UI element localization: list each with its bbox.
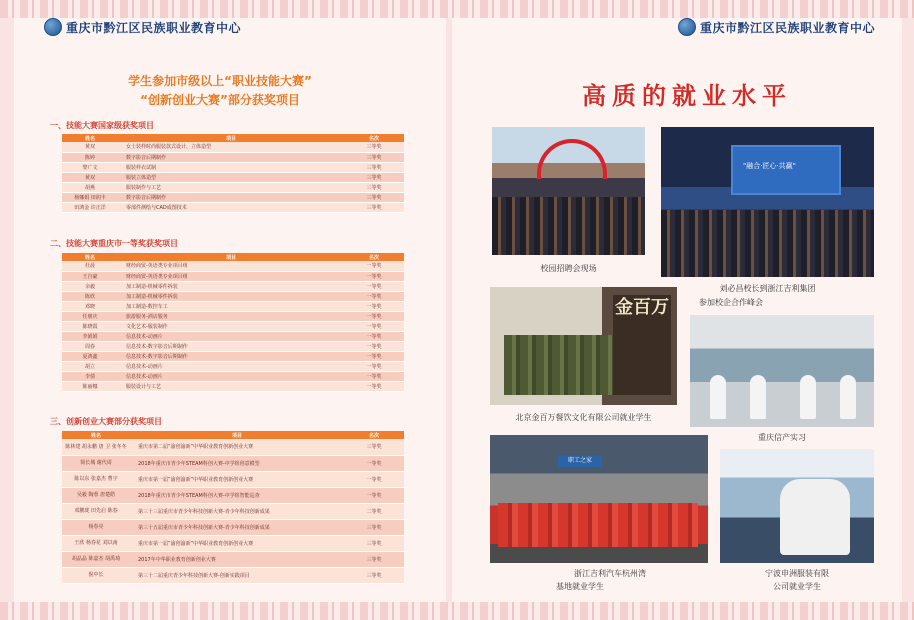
cell-rank: 一等奖 bbox=[344, 311, 404, 321]
school-logo-icon bbox=[44, 18, 62, 36]
cell-rank: 一等奖 bbox=[344, 331, 404, 341]
cell-name: 周春 bbox=[62, 341, 118, 351]
cell-project: 2018年重庆市青少年STEAM科创大赛-中学组智能巡查 bbox=[130, 487, 344, 503]
cell-name: 余毅 bbox=[62, 281, 118, 291]
cell-rank: 三等奖 bbox=[344, 192, 404, 202]
cell-name: 陈欣 bbox=[62, 291, 118, 301]
worker bbox=[750, 375, 766, 419]
section1-title: 一、技能大赛国家级获奖项目 bbox=[50, 121, 154, 130]
cell-name: 杨娜娟 田润丰 bbox=[62, 192, 118, 202]
cell-name: 陈晓霞 bbox=[62, 321, 118, 331]
decorative-bottom-border bbox=[0, 602, 914, 620]
table-row bbox=[62, 331, 404, 341]
caption-geely-summit-2: 参加校企合作峰会 bbox=[699, 298, 763, 307]
column-header: 姓名 bbox=[62, 431, 130, 439]
table-row bbox=[62, 261, 404, 271]
cell-name: 吴毅 陶蓉 唐楚皓 bbox=[62, 487, 130, 503]
cell-name: 胡燕 bbox=[62, 182, 118, 192]
photo-jinbaiwan-students bbox=[490, 287, 677, 405]
cell-project: 第三十二届重庆青少年科技创新大赛-创新实践项目 bbox=[130, 567, 344, 583]
cell-rank: 一等奖 bbox=[344, 455, 404, 471]
table-row bbox=[62, 471, 404, 487]
cell-name: 倪中长 bbox=[62, 567, 130, 583]
cell-project: 服装设计与工艺 bbox=[118, 381, 344, 391]
cell-project: 信息技术-数字影音后期制作 bbox=[118, 341, 344, 351]
cell-rank: 三等奖 bbox=[344, 182, 404, 192]
caption-geely-hangzhou-1: 浙江吉利汽车杭州湾 bbox=[574, 569, 646, 578]
photo-chongqing-internship bbox=[690, 315, 874, 427]
cell-project: 女士装样时尚服装款式设计、立体造型 bbox=[118, 142, 344, 152]
table-row bbox=[62, 281, 404, 291]
cell-name: 田鸿金 许正洋 bbox=[62, 202, 118, 212]
caption-shenzhou-2: 公司就业学生 bbox=[773, 582, 821, 591]
caption-internship: 重庆信产实习 bbox=[758, 433, 806, 442]
photo-shenzhou-garment bbox=[720, 449, 874, 563]
column-header: 姓名 bbox=[62, 134, 118, 142]
cell-project: 2017年中华职业教育创新创业大赛 bbox=[130, 551, 344, 567]
table-row bbox=[62, 381, 404, 391]
table-row bbox=[62, 551, 404, 567]
column-header: 姓名 bbox=[62, 253, 118, 261]
heading-line1: 学生参加市级以上“职业技能大赛” bbox=[128, 74, 312, 88]
cell-name: 夏鸿鑫 bbox=[62, 351, 118, 361]
brand-right bbox=[678, 18, 875, 36]
cell-rank: 三等奖 bbox=[344, 567, 404, 583]
table-row bbox=[62, 321, 404, 331]
table-row bbox=[62, 271, 404, 281]
table-row bbox=[62, 439, 404, 455]
cell-name: 李倩 bbox=[62, 371, 118, 381]
cell-project: 第三十三届重庆市青少年科技创新大赛-青少年科技创新成果 bbox=[130, 503, 344, 519]
cell-name: 李娟娟 bbox=[62, 331, 118, 341]
cell-name: 杜晨 bbox=[62, 261, 118, 271]
table-row bbox=[62, 162, 404, 172]
table-row bbox=[62, 311, 404, 321]
table-row bbox=[62, 301, 404, 311]
photo-campus-job-fair bbox=[492, 127, 645, 255]
cell-rank: 三等奖 bbox=[344, 519, 404, 535]
cell-name: 王欣 杨春花 刘以南 bbox=[62, 535, 130, 551]
section2-title: 二、技能大赛重庆市一等奖获奖项目 bbox=[50, 239, 178, 248]
crowd bbox=[492, 197, 645, 255]
cell-rank: 三等奖 bbox=[344, 535, 404, 551]
section3-table bbox=[62, 431, 404, 584]
section2-table bbox=[62, 253, 404, 392]
right-page-title: 高质的就业水平 bbox=[582, 81, 792, 110]
table-row bbox=[62, 361, 404, 371]
cell-name: 任朋庆 bbox=[62, 311, 118, 321]
cell-project: 零部件测绘与CAD成图技术 bbox=[118, 202, 344, 212]
cell-rank: 三等奖 bbox=[344, 439, 404, 455]
cell-name: 王自豪 bbox=[62, 271, 118, 281]
cell-rank: 一等奖 bbox=[344, 301, 404, 311]
worker bbox=[840, 375, 856, 419]
cell-rank: 一等奖 bbox=[344, 487, 404, 503]
cell-rank: 三等奖 bbox=[344, 152, 404, 162]
caption-geely-summit-1: 刘必昌校长到浙江吉利集团 bbox=[719, 284, 816, 293]
audience bbox=[661, 210, 874, 278]
photo-geely-summit bbox=[661, 127, 874, 277]
cell-name: 胡晶晶 陈嘉杰 胡禹琦 bbox=[62, 551, 130, 567]
cell-name: 邓鹏珑 田先启 陈春 bbox=[62, 503, 130, 519]
arch-banner bbox=[537, 139, 607, 179]
cell-project: 加工制造-机械零件拆装 bbox=[118, 281, 344, 291]
cell-project: 信息技术-动画片 bbox=[118, 371, 344, 381]
cell-project: 重庆市第一届“渝创渝新”中华职业教育创新创业大赛 bbox=[130, 535, 344, 551]
cell-name: 陈婷 bbox=[62, 152, 118, 162]
brand-left bbox=[44, 18, 241, 36]
cell-name: 陈丽娜 bbox=[62, 381, 118, 391]
student-group bbox=[498, 503, 698, 547]
cell-project: 数字影音后期制作 bbox=[118, 152, 344, 162]
caption-shenzhou-1: 宁波申洲服装有限 bbox=[765, 569, 829, 578]
cell-rank: 一等奖 bbox=[344, 351, 404, 361]
cell-name: 邓晓 bbox=[62, 301, 118, 311]
table-row bbox=[62, 567, 404, 583]
cell-rank: 三等奖 bbox=[344, 162, 404, 172]
table-header-row bbox=[62, 253, 404, 261]
cell-rank: 一等奖 bbox=[344, 321, 404, 331]
cell-name: 杨春亮 bbox=[62, 519, 130, 535]
cell-rank: 一等奖 bbox=[344, 361, 404, 371]
cell-name: 胡立 bbox=[62, 361, 118, 371]
cell-rank: 一等奖 bbox=[344, 281, 404, 291]
cell-rank: 三等奖 bbox=[344, 551, 404, 567]
cell-name: 黄双 bbox=[62, 172, 118, 182]
column-header: 项目 bbox=[118, 134, 344, 142]
table-header-row bbox=[62, 134, 404, 142]
cell-rank: 一等奖 bbox=[344, 271, 404, 281]
table-row bbox=[62, 371, 404, 381]
cell-rank: 三等奖 bbox=[344, 202, 404, 212]
cell-name: 简长城 谢代周 bbox=[62, 455, 130, 471]
cell-project: 财经商贸-英语类专业项目组 bbox=[118, 261, 344, 271]
table-row bbox=[62, 152, 404, 162]
table-header-row bbox=[62, 431, 404, 439]
table-row bbox=[62, 172, 404, 182]
section1-table bbox=[62, 134, 404, 213]
cell-rank: 二等奖 bbox=[344, 503, 404, 519]
cell-project: 服装样衣试制 bbox=[118, 162, 344, 172]
worker bbox=[800, 375, 816, 419]
cell-rank: 一等奖 bbox=[344, 291, 404, 301]
cell-name: 陈林建 胡永鹏 唐 卫 张冬冬 bbox=[62, 439, 130, 455]
cell-rank: 一等奖 bbox=[344, 261, 404, 271]
jinbaiwan-sign: 金百万 bbox=[613, 295, 671, 395]
table-row bbox=[62, 341, 404, 351]
cell-name: 黄双 bbox=[62, 142, 118, 152]
table-row bbox=[62, 351, 404, 361]
table-row bbox=[62, 182, 404, 192]
cell-project: 加工制造-机械零件拆装 bbox=[118, 291, 344, 301]
table-row bbox=[62, 142, 404, 152]
caption-jinbaiwan: 北京金百万餐饮文化有限公司就业学生 bbox=[515, 413, 652, 422]
decorative-top-border bbox=[0, 0, 914, 18]
table-row bbox=[62, 503, 404, 519]
brand-right-text: 重庆市黔江区民族职业教育中心 bbox=[700, 20, 876, 35]
staff-home-sign: 职工之家 bbox=[558, 455, 602, 467]
cell-project: 第三十五届重庆市青少年科技创新大赛-青少年科技创新成果 bbox=[130, 519, 344, 535]
cell-project: 文化艺术-服装制作 bbox=[118, 321, 344, 331]
table-row bbox=[62, 487, 404, 503]
caption-job-fair: 校园招聘会现场 bbox=[540, 264, 597, 273]
column-header: 名次 bbox=[344, 253, 404, 261]
cell-rank: 一等奖 bbox=[344, 371, 404, 381]
brand-left-text: 重庆市黔江区民族职业教育中心 bbox=[66, 20, 242, 35]
cell-name: 陈以东 张嘉杰 曹宇 bbox=[62, 471, 130, 487]
student-group bbox=[504, 335, 624, 395]
cell-rank: 一等奖 bbox=[344, 471, 404, 487]
table-row bbox=[62, 519, 404, 535]
cell-project: 重庆市第二届“渝创渝新”中华职业教育创新创业大赛 bbox=[130, 439, 344, 455]
cell-project: 服装制作与工艺 bbox=[118, 182, 344, 192]
worker bbox=[780, 479, 850, 555]
photo-geely-hangzhou-students bbox=[490, 435, 708, 563]
cell-rank: 一等奖 bbox=[344, 341, 404, 351]
cell-project: 加工制造-数控车工 bbox=[118, 301, 344, 311]
cell-project: 信息技术-数字影音后期制作 bbox=[118, 351, 344, 361]
table-row bbox=[62, 192, 404, 202]
worker bbox=[710, 375, 726, 419]
column-header: 名次 bbox=[344, 431, 404, 439]
cell-project: 信息技术-动画片 bbox=[118, 331, 344, 341]
screen-text: "融合·匠心·共赢" bbox=[743, 162, 796, 170]
table-row bbox=[62, 202, 404, 212]
column-header: 名次 bbox=[344, 134, 404, 142]
cell-name: 黎广文 bbox=[62, 162, 118, 172]
cell-project: 信息技术-动画片 bbox=[118, 361, 344, 371]
table-row bbox=[62, 535, 404, 551]
cell-project: 数字影音后期制作 bbox=[118, 192, 344, 202]
school-logo-icon bbox=[678, 18, 696, 36]
cell-rank: 三等奖 bbox=[344, 142, 404, 152]
column-header: 项目 bbox=[130, 431, 344, 439]
column-header: 项目 bbox=[118, 253, 344, 261]
cell-project: 2018年重庆市青少年STEAM科创大赛-中学组创意模型 bbox=[130, 455, 344, 471]
cell-project: 重庆市第一届“渝创渝新”中华职业教育创新创业大赛 bbox=[130, 471, 344, 487]
heading-line2: “创新创业大赛”部分获奖项目 bbox=[140, 93, 300, 107]
cell-rank: 一等奖 bbox=[344, 381, 404, 391]
cell-rank: 三等奖 bbox=[344, 172, 404, 182]
caption-geely-hangzhou-2: 基地就业学生 bbox=[556, 582, 604, 591]
section3-title: 三、创新创业大赛部分获奖项目 bbox=[50, 417, 162, 426]
cell-project: 财经商贸-英语类专业项目组 bbox=[118, 271, 344, 281]
cell-project: 服装立体造型 bbox=[118, 172, 344, 182]
table-row bbox=[62, 455, 404, 471]
table-row bbox=[62, 291, 404, 301]
stage-screen bbox=[731, 145, 841, 195]
cell-project: 旅游服务-酒店服务 bbox=[118, 311, 344, 321]
